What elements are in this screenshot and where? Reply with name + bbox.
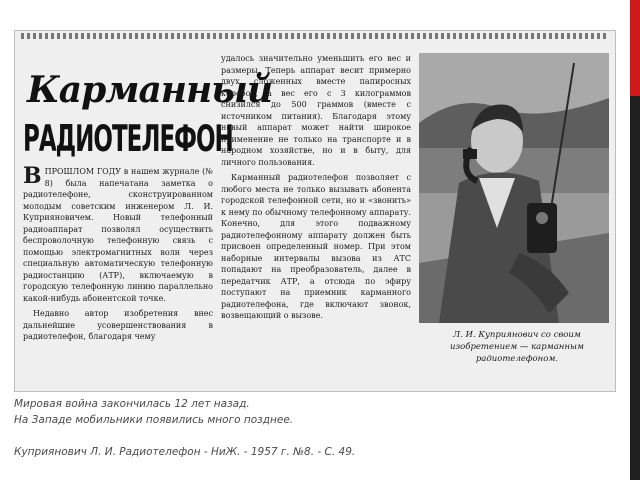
column2-paragraph1: удалось значительно уменьшить его вес и размеры. Теперь аппарат весит примерно двух сложенных вместе папиросных коробок, а вес его с 3 килограммов снизился до 500 граммов (вместе с источником питания). Благодаря этому новый аппарат может найти широкое применение не только на транспорте и в народном хозяйстве, но и в быту, для личного пользования.: [221, 54, 411, 167]
dropcap-letter: В: [23, 163, 42, 189]
article-title-line1: Карманный: [27, 69, 273, 111]
inventor-photo: [419, 53, 609, 323]
photo-caption: Л. И. Куприянович со своим изобретением — карманным радиотелефоном.: [450, 330, 584, 364]
note-line-1: Мировая война закончилась 12 лет назад.: [14, 398, 250, 410]
clipping-top-border: [21, 33, 609, 39]
inventor-photo-illustration: [419, 53, 609, 323]
article-column-1: [23, 163, 213, 347]
slide-edge-accent: [630, 0, 640, 96]
column1-paragraph2: Недавно автор изобретения внес дальнейшие усовершенствования в радиотелефон, благодаря чему: [23, 309, 213, 341]
slide-edge-bar: [630, 0, 640, 480]
note-line-2: На Западе мобильники появились много позднее.: [14, 414, 294, 426]
newspaper-clipping: [14, 30, 616, 392]
article-title-line2: РАДИОТЕЛЕФОН: [23, 119, 233, 161]
source-citation: Куприянович Л. И. Радиотелефон - НиЖ. - 1957 г. №8. - С. 49.: [14, 446, 356, 458]
column1-paragraph1: ПРОШЛОМ ГОДУ в нашем журнале (№ 8) была напечатана заметка о радиотелефоне, сконструированном молодым советским инженером Л. И. Куприяновичем. Новый телефонный радиоаппарат позволял осуществить беспроволочную телефонную связь с помощью электромагнитных волн через специальную автоматическую телефонную радиостанцию (АТР), включаемую в городскую телефонную линию параллельно какой-нибудь абонентской точке.: [23, 167, 213, 303]
column2-paragraph2: Карманный радиотелефон позволяет с любого места не только вызывать абонента городской телефонной сети, но и «звонить» к нему по обычному телефонному аппарату. Конечно, для этого подважному радиотелефонному аппарату должен быть присвоен определенный номер. При этом наборные интервалы вызова из АТС попадают на преобразователь, далее в передатчик АТР, а отсюда по эфиру поступают на приемник карманного радиотелефона, где включают звонок, возвещающий о вызове.: [221, 173, 411, 320]
article-column-2: [221, 53, 411, 326]
